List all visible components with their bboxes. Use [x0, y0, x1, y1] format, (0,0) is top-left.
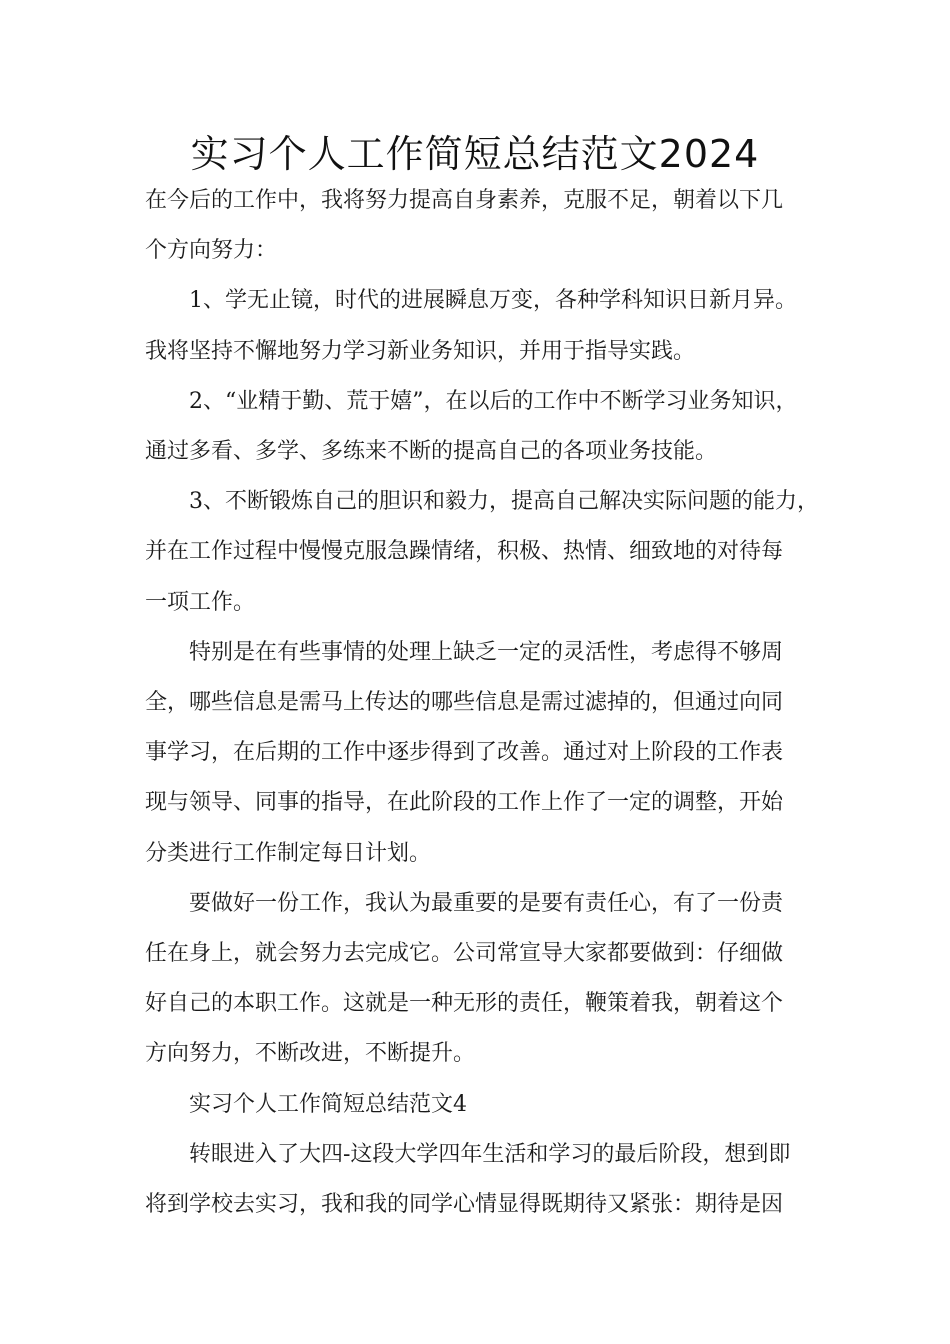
text-line: 并在工作过程中慢慢克服急躁情绪，积极、热情、细致地的对待每: [145, 539, 784, 565]
text-line: 1、学无止镜，时代的进展瞬息万变，各种学科知识日新月异。: [189, 288, 797, 314]
text-line: 现与领导、同事的指导，在此阶段的工作上作了一定的调整，开始: [145, 790, 784, 816]
text-line: 任在身上，就会努力去完成它。公司常宣导大家都要做到：仔细做: [145, 941, 784, 967]
text-line: 全，哪些信息是需马上传达的哪些信息是需过滤掉的，但通过向同: [145, 690, 784, 716]
text-line: 事学习，在后期的工作中逐步得到了改善。通过对上阶段的工作表: [145, 740, 784, 766]
text-line: 特别是在有些事情的处理上缺乏一定的灵活性，考虑得不够周: [189, 639, 784, 665]
text-line: 一项工作。: [145, 589, 256, 615]
text-line: 在今后的工作中，我将努力提高自身素养，克服不足，朝着以下几: [145, 188, 784, 213]
text-line: 方向努力，不断改进，不断提升。: [145, 1041, 476, 1067]
text-line: 个方向努力：: [145, 238, 278, 264]
text-line: 将到学校去实习，我和我的同学心情显得既期待又紧张：期待是因: [145, 1192, 784, 1218]
text-line: 2、“业精于勤、荒于嬉”，在以后的工作中不断学习业务知识，: [189, 388, 798, 414]
text-line: 通过多看、多学、多练来不断的提高自己的各项业务技能。: [145, 439, 718, 465]
text-line: 分类进行工作制定每日计划。: [145, 840, 432, 866]
section-heading: 实习个人工作简短总结范文4: [189, 1091, 467, 1117]
text-line: 3、不断锻炼自己的胆识和毅力，提高自己解决实际问题的能力，: [189, 489, 819, 515]
document-body: [145, 176, 819, 1230]
text-line: 好自己的本职工作。这就是一种无形的责任，鞭策着我，朝着这个: [145, 991, 784, 1017]
text-line: 我将坚持不懈地努力学习新业务知识，并用于指导实践。: [145, 338, 696, 364]
text-line: 要做好一份工作，我认为最重要的是要有责任心，有了一份责: [189, 890, 784, 916]
document-title: 实习个人工作简短总结范文2024: [190, 132, 760, 176]
text-line: 转眼进入了大四-这段大学四年生活和学习的最后阶段，想到即: [189, 1141, 791, 1167]
